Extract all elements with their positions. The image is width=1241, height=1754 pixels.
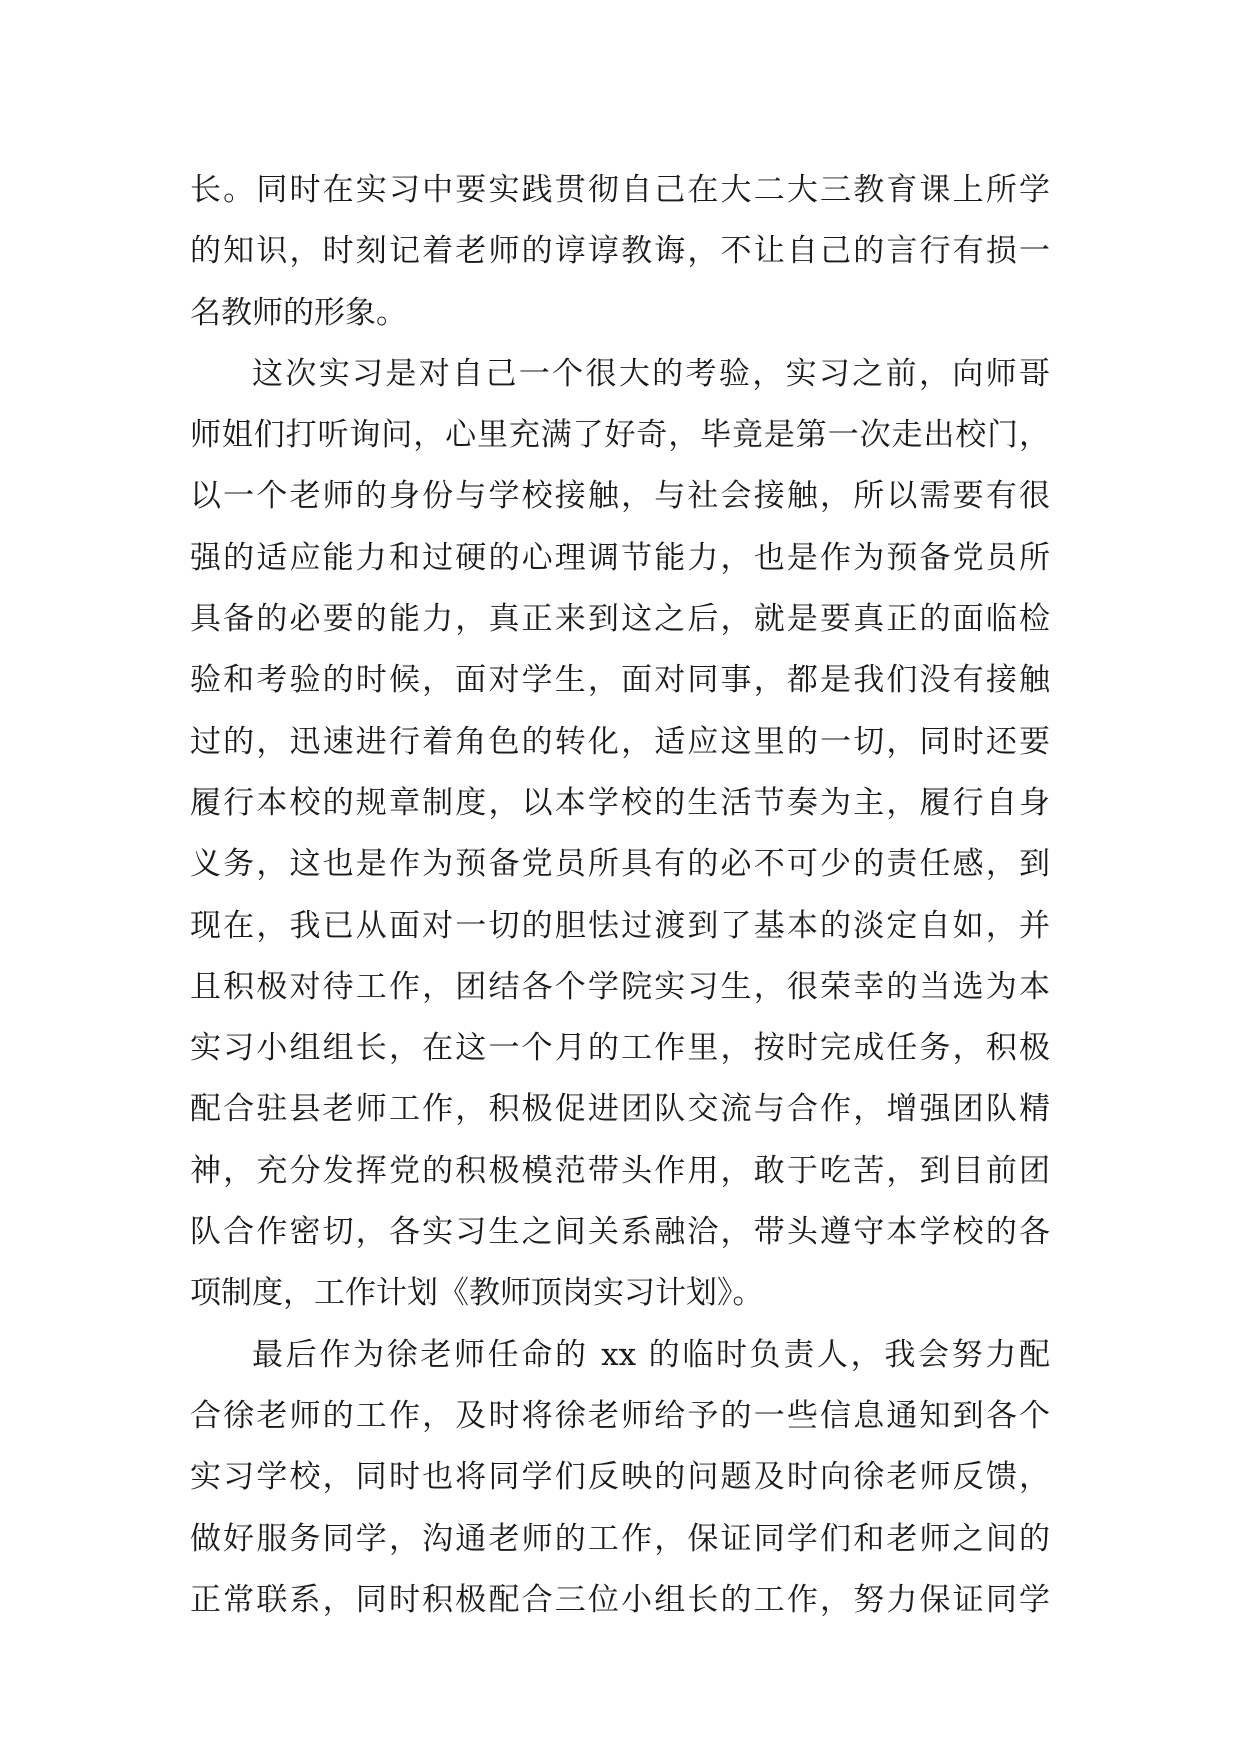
text-line: 项制度，工作计划《教师顶岗实习计划》。	[190, 1275, 764, 1312]
text-line: 师姐们打听询问，心里充满了好奇，毕竟是第一次走出校门，	[190, 417, 1050, 454]
text-line: 名教师的形象。	[190, 294, 407, 331]
text-line: 过的，迅速进行着角色的转化，适应这里的一切，同时还要	[190, 723, 1050, 760]
paragraph-start-line: 这次实习是对自己一个很大的考验，实习之前，向师哥	[252, 355, 1050, 392]
document-body	[190, 160, 1050, 1631]
text-line: 验和考验的时候，面对学生，面对同事，都是我们没有接触	[190, 662, 1050, 699]
text-line: 且积极对待工作，团结各个学院实习生，很荣幸的当选为本	[190, 968, 1050, 1005]
text-line: 的知识，时刻记着老师的谆谆教诲，不让自己的言行有损一	[190, 233, 1050, 270]
paragraph-start-line: 最后作为徐老师任命的 xx 的临时负责人，我会努力配	[252, 1336, 1050, 1373]
text-line: 以一个老师的身份与学校接触，与社会接触，所以需要有很	[190, 478, 1050, 515]
text-line: 实习学校，同时也将同学们反映的问题及时向徐老师反馈，	[190, 1459, 1050, 1496]
text-line: 队合作密切，各实习生之间关系融洽，带头遵守本学校的各	[190, 1214, 1050, 1251]
text-line: 实习小组组长，在这一个月的工作里，按时完成任务，积极	[190, 1030, 1050, 1067]
text-line: 义务，这也是作为预备党员所具有的必不可少的责任感，到	[190, 846, 1050, 883]
text-line: 强的适应能力和过硬的心理调节能力，也是作为预备党员所	[190, 539, 1050, 576]
text-line: 长。同时在实习中要实践贯彻自己在大二大三教育课上所学	[190, 172, 1050, 208]
text-line: 合徐老师的工作，及时将徐老师给予的一些信息通知到各个	[190, 1397, 1050, 1434]
text-line: 现在，我已从面对一切的胆怯过渡到了基本的淡定自如，并	[190, 907, 1050, 944]
text-line: 履行本校的规章制度，以本学校的生活节奏为主，履行自身	[190, 784, 1050, 821]
text-line: 具备的必要的能力，真正来到这之后，就是要真正的面临检	[190, 601, 1050, 638]
text-line: 配合驻县老师工作，积极促进团队交流与合作，增强团队精	[190, 1091, 1050, 1128]
text-line: 正常联系，同时积极配合三位小组长的工作，努力保证同学	[190, 1581, 1050, 1618]
text-line: 做好服务同学，沟通老师的工作，保证同学们和老师之间的	[190, 1520, 1050, 1557]
text-line: 神，充分发挥党的积极模范带头作用，敢于吃苦，到目前团	[190, 1152, 1050, 1189]
